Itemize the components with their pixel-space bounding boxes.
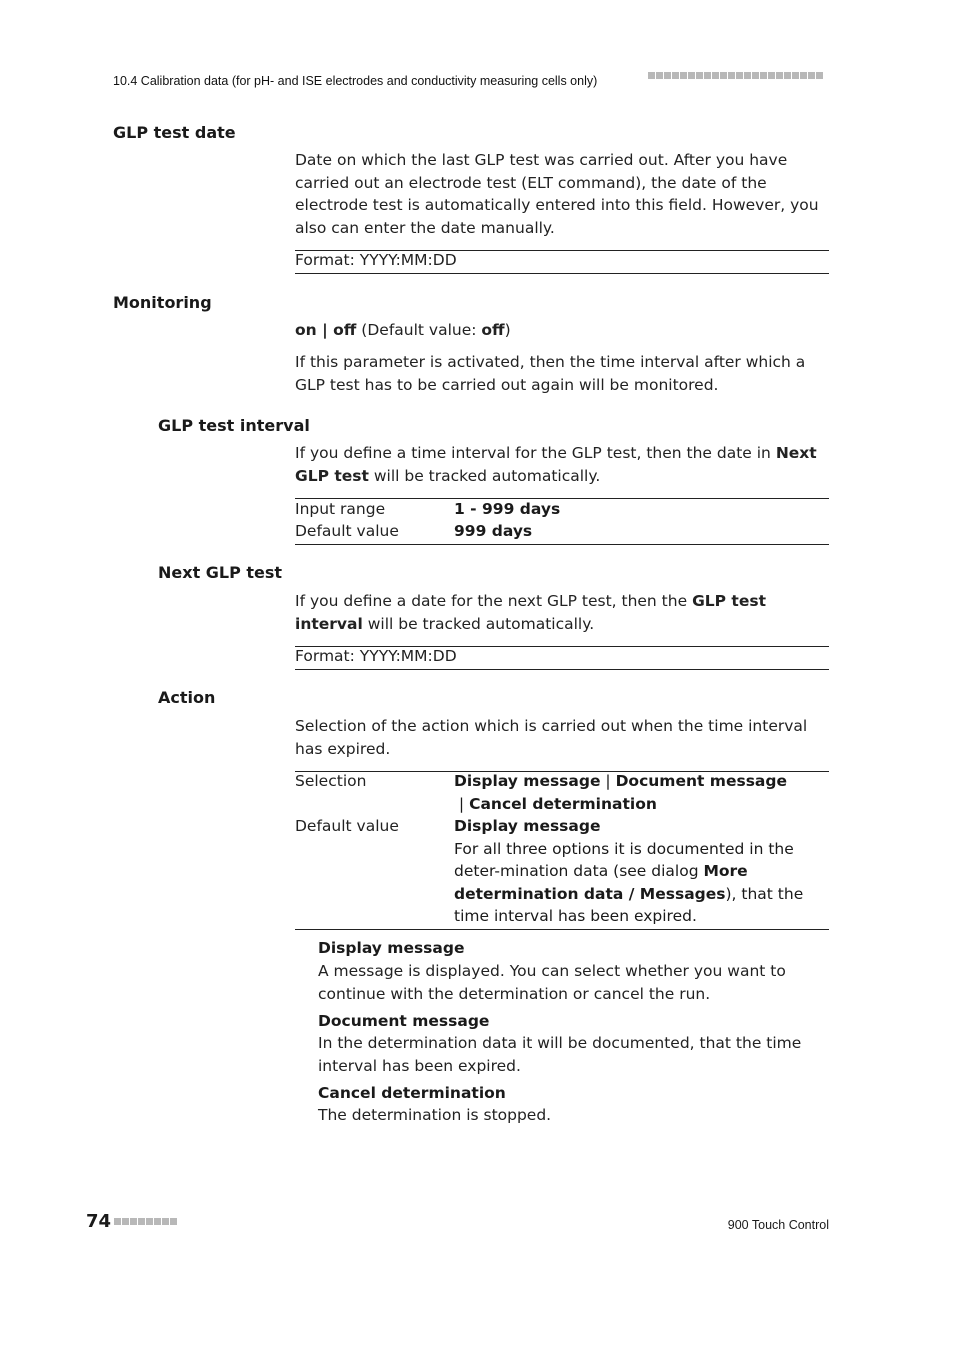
option-text: The determination is stopped. xyxy=(318,1106,552,1124)
heading-action: Action xyxy=(158,688,216,707)
default-value: off xyxy=(481,321,505,339)
table-rule xyxy=(295,929,829,930)
heading-glp-test-interval: GLP test interval xyxy=(158,416,310,435)
selection-separator: | xyxy=(600,772,616,790)
heading-glp-test-date: GLP test date xyxy=(113,123,236,142)
selection-option: Document message xyxy=(615,772,787,790)
default-suffix: ) xyxy=(504,321,511,339)
footer-decoration xyxy=(114,1218,177,1225)
table-rule xyxy=(295,669,829,670)
glp-test-date-description: Date on which the last GLP test was carried out. After you have carried out an electrode test (ELT command), the date of the electrode test is automatically entered into this field. However, you also can enter the date manually. xyxy=(295,151,819,237)
default-value-label: Default value xyxy=(295,522,399,540)
option-off: off xyxy=(333,321,357,339)
note-bold: More determination data / Messages xyxy=(454,862,748,903)
note-text: ), that the time interval has been expired. xyxy=(454,884,804,925)
input-range-value: 1 - 999 days xyxy=(454,500,561,518)
monitoring-description: If this parameter is activated, then the time interval after which a GLP test has to be carried out again will be monitored. xyxy=(295,353,806,394)
header-decoration xyxy=(648,72,823,79)
input-range-label: Input range xyxy=(295,500,386,518)
glp-test-date-format: Format: YYYY:MM:DD xyxy=(295,251,457,269)
option-separator: | xyxy=(316,321,334,339)
default-value-label: Default value xyxy=(295,817,399,835)
default-prefix: (Default value: xyxy=(356,321,482,339)
heading-monitoring: Monitoring xyxy=(113,293,212,312)
table-rule xyxy=(295,273,829,274)
glp-test-interval-description xyxy=(295,442,829,487)
option-text: A message is displayed. You can select whether you want to continue with the determination or cancel the run. xyxy=(318,962,786,1003)
option-title: Cancel determination xyxy=(318,1084,506,1102)
desc-bold: GLP test interval xyxy=(295,592,766,633)
selection-label: Selection xyxy=(295,772,367,790)
action-description: Selection of the action which is carried out when the time interval has expired. xyxy=(295,717,808,758)
option-text: In the determination data it will be documented, that the time interval has been expired. xyxy=(318,1034,802,1075)
selection-values xyxy=(454,770,829,815)
desc-bold: Next GLP test xyxy=(295,444,817,485)
running-header: 10.4 Calibration data (for pH- and ISE electrodes and conductivity measuring cells only) xyxy=(113,74,598,88)
selection-separator: | xyxy=(454,794,470,813)
page-number: 74 xyxy=(86,1211,112,1232)
next-glp-test-description xyxy=(295,590,829,635)
next-glp-test-format: Format: YYYY:MM:DD xyxy=(295,647,457,665)
desc-text: will be tracked automatically. xyxy=(368,466,601,485)
default-value-text: Display message xyxy=(454,817,601,835)
default-value: 999 days xyxy=(454,522,533,540)
option-title: Display message xyxy=(318,939,465,957)
option-title: Document message xyxy=(318,1012,490,1030)
table-rule xyxy=(295,544,829,545)
monitoring-options xyxy=(295,319,829,342)
default-value xyxy=(454,815,829,928)
note-text: For all three options it is documented in the deter-mination data (see dialog xyxy=(454,839,794,880)
heading-next-glp-test: Next GLP test xyxy=(158,563,283,582)
desc-text: If you define a date for the next GLP test, then the xyxy=(295,592,693,610)
selection-option: Display message xyxy=(454,772,601,790)
desc-text: will be tracked automatically. xyxy=(362,614,595,633)
selection-option: Cancel determination xyxy=(469,794,657,813)
option-on: on xyxy=(295,321,317,339)
product-name: 900 Touch Control xyxy=(727,1218,829,1232)
desc-text: If you define a time interval for the GLP test, then the date in xyxy=(295,444,776,462)
